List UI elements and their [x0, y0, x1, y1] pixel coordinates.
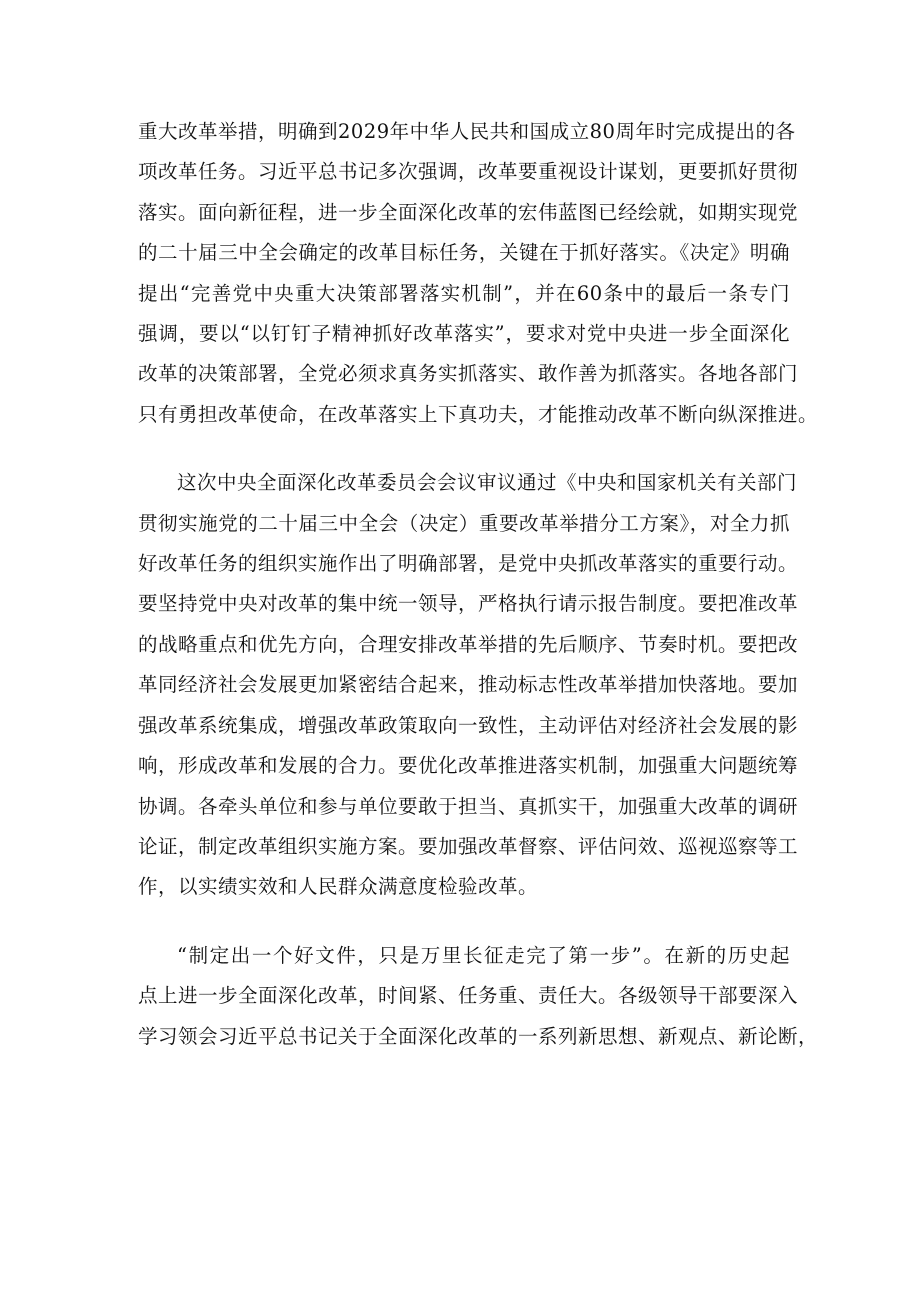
text-line: 好改革任务的组织实施作出了明确部署，是党中央抓改革落实的重要行动。	[138, 552, 799, 576]
text-line: 提出“完善党中央重大决策部署落实机制”，并在60条中的最后一条专门	[138, 281, 790, 305]
text-line: 项改革任务。习近平总书记多次强调，改革要重视设计谋划，更要抓好贯彻	[138, 160, 799, 184]
text-line: 学习领会习近平总书记关于全面深化改革的一系列新思想、新观点、新论断，	[138, 1024, 819, 1048]
text-line: 论证，制定改革组织实施方案。要加强改革督察、评估问效、巡视巡察等工	[138, 834, 799, 858]
text-line: 贯彻实施党的二十届三中全会（决定）重要改革举措分工方案》，对全力抓	[138, 511, 790, 535]
text-line: 的二十届三中全会确定的改革目标任务，关键在于抓好落实。《决定》明确	[138, 241, 790, 265]
text-line: 强调，要以“以钉钉子精神抓好改革落实”，要求对党中央进一步全面深化	[138, 322, 790, 346]
text-line: 改革的决策部署，全党必须求真务实抓落实、敢作善为抓落实。各地各部门	[138, 362, 799, 386]
text-line: 响，形成改革和发展的合力。要优化改革推进落实机制，加强重大问题统筹	[138, 754, 799, 778]
paragraph-1	[138, 112, 819, 435]
text-line: 只有勇担改革使命，在改革落实上下真功夫，才能推动改革不断向纵深推进。	[138, 402, 819, 426]
text-line: 这次中央全面深化改革委员会会议审议通过《中央和国家机关有关部门	[177, 471, 798, 495]
text-line: 的战略重点和优先方向，合理安排改革举措的先后顺序、节奏时机。要把改	[138, 632, 799, 656]
text-line: 协调。各牵头单位和参与单位要敢于担当、真抓实干，加强重大改革的调研	[138, 794, 799, 818]
paragraph-3	[138, 936, 819, 1057]
paragraph-2	[138, 463, 799, 907]
text-line: 落实。面向新征程，进一步全面深化改革的宏伟蓝图已经绘就，如期实现党	[138, 200, 799, 224]
text-line: 作，以实绩实效和人民群众满意度检验改革。	[138, 875, 539, 899]
text-line: 要坚持党中央对改革的集中统一领导，严格执行请示报告制度。要把准改革	[138, 592, 799, 616]
text-line: 点上进一步全面深化改革，时间紧、任务重、责任大。各级领导干部要深入	[138, 984, 799, 1008]
text-line: 强改革系统集成，增强改革政策取向一致性，主动评估对经济社会发展的影	[138, 713, 799, 737]
text-line: 重大改革举措，明确到2029年中华人民共和国成立80周年时完成提出的各	[138, 120, 796, 143]
text-line: 革同经济社会发展更加紧密结合起来，推动标志性改革举措加快落地。要加	[138, 673, 799, 697]
document-body	[138, 112, 819, 1057]
text-line: “制定出一个好文件，只是万里长征走完了第一步”。在新的历史起	[177, 943, 790, 967]
